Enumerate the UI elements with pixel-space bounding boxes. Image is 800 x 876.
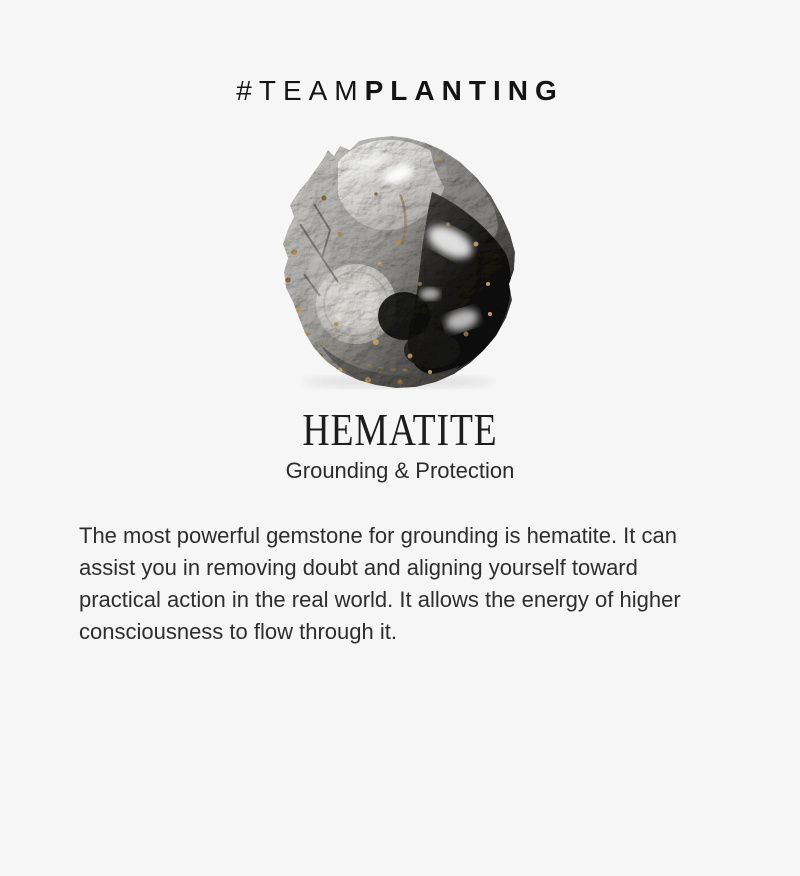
brand-header	[0, 76, 800, 106]
hematite-stone-image	[280, 134, 520, 390]
brand-hashtag-team: #TEAM	[236, 75, 365, 106]
brand-planting: PLANTING	[364, 75, 564, 106]
product-title	[0, 404, 800, 455]
product-card	[0, 76, 800, 876]
product-tagline: Grounding & Protection	[285, 458, 515, 483]
product-title-text: HEMATITE	[302, 404, 498, 455]
hematite-stone-illustration	[280, 134, 520, 390]
product-description: The most powerful gemstone for grounding is hematite. It can assist you in removing doubt and aligning yourself toward practical action in the real world. It allows the energy of higher consciousness to flow through it.	[79, 523, 681, 644]
